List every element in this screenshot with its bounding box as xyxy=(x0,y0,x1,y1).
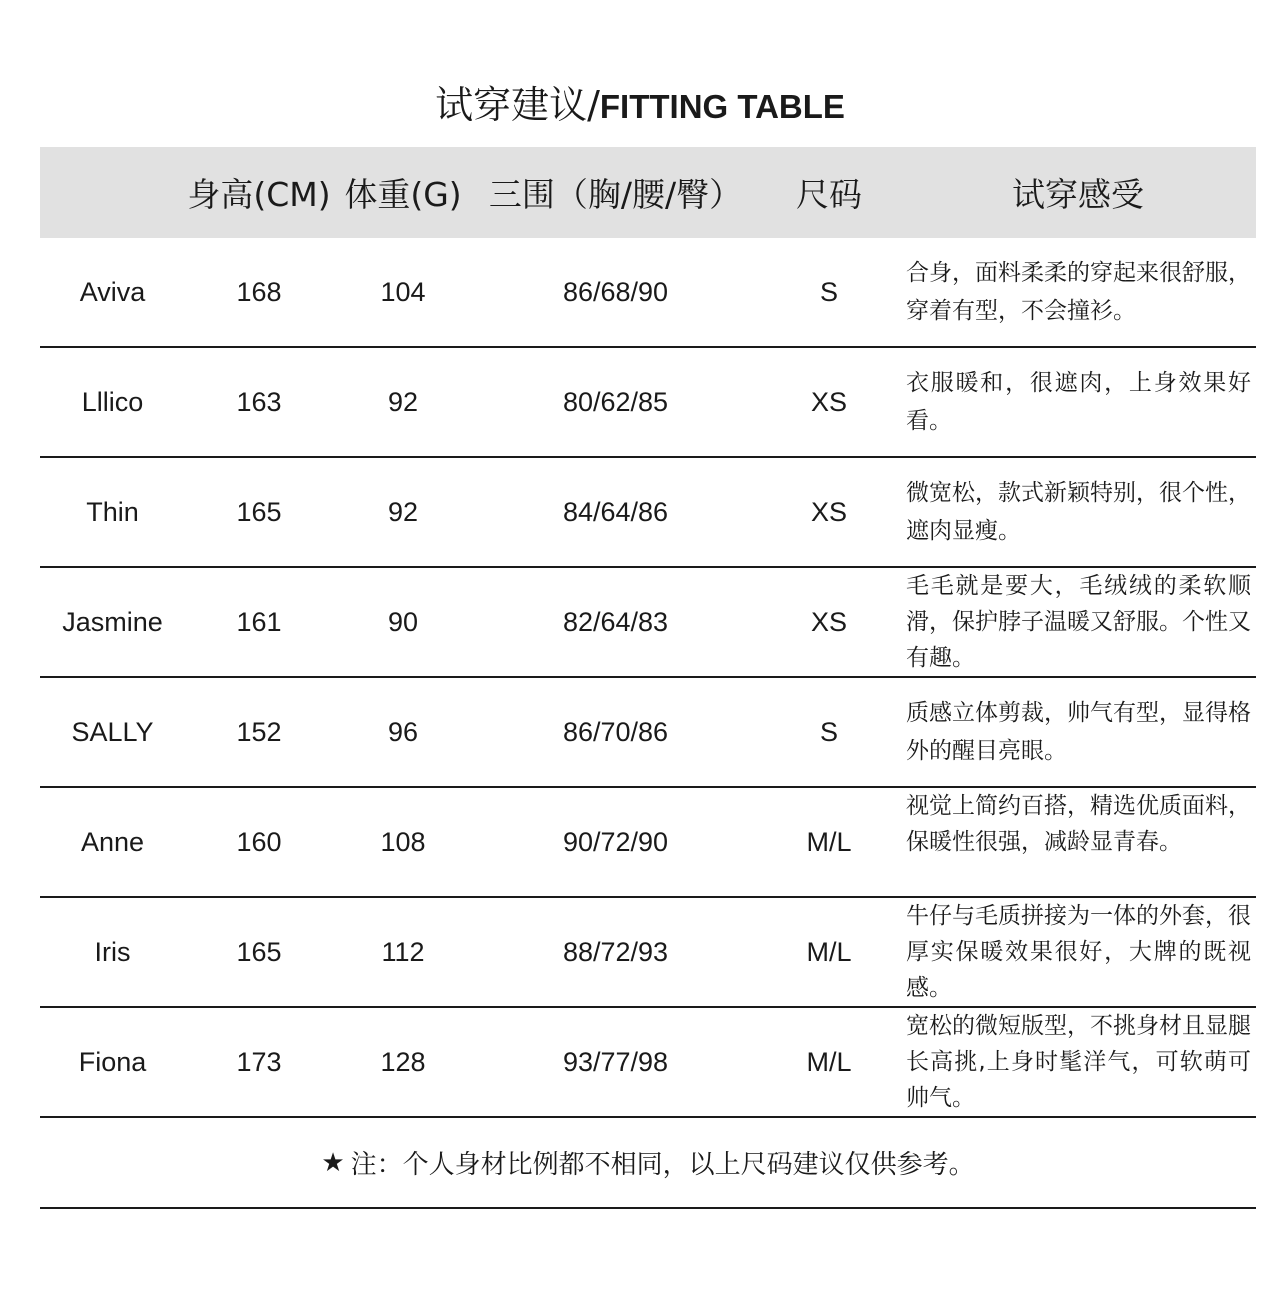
row-weight: 128 xyxy=(380,1046,426,1077)
header-weight: 体重(G) xyxy=(344,175,462,214)
row-weight: 96 xyxy=(387,716,419,747)
star-icon: ★ xyxy=(321,1147,345,1178)
table-row xyxy=(40,678,1256,788)
row-weight: 90 xyxy=(387,606,419,637)
row-name: SALLY xyxy=(71,716,154,747)
row-name: Anne xyxy=(80,826,145,857)
row-feeling xyxy=(906,898,1251,1006)
row-size: XS xyxy=(810,606,848,637)
table-row xyxy=(40,788,1256,898)
page-title xyxy=(0,78,1280,134)
row-measurements: 88/72/93 xyxy=(562,936,669,967)
row-feeling xyxy=(906,238,1251,346)
header-height: 身高(CM) xyxy=(187,175,331,214)
row-size: S xyxy=(819,276,838,307)
row-measurements: 86/70/86 xyxy=(562,716,669,747)
row-feeling xyxy=(906,568,1251,676)
row-weight: 108 xyxy=(380,826,426,857)
row-height: 168 xyxy=(236,276,282,307)
row-weight: 92 xyxy=(387,386,419,417)
row-name: Lllico xyxy=(81,386,144,417)
row-name: Fiona xyxy=(78,1046,147,1077)
row-height: 165 xyxy=(236,496,282,527)
row-size: M/L xyxy=(806,1046,852,1077)
row-measurements: 90/72/90 xyxy=(562,826,669,857)
row-measurements: 93/77/98 xyxy=(562,1046,669,1077)
row-feeling-text: 宽松的微短版型，不挑身材且显腿长高挑,上身时髦洋气，可软萌可帅气。 xyxy=(906,1013,1251,1111)
row-feeling xyxy=(906,458,1251,566)
table-row xyxy=(40,458,1256,568)
row-feeling-text: 质感立体剪裁，帅气有型，显得格外的醒目亮眼。 xyxy=(906,700,1251,764)
table-row xyxy=(40,348,1256,458)
row-feeling xyxy=(906,1008,1251,1116)
row-size: M/L xyxy=(806,826,852,857)
row-feeling-text: 衣服暖和，很遮肉，上身效果好看。 xyxy=(906,370,1251,434)
row-height: 173 xyxy=(236,1046,282,1077)
row-weight: 112 xyxy=(381,936,425,967)
footnote-text: 注：个人身材比例都不相同，以上尺码建议仅供参考。 xyxy=(350,1150,975,1180)
row-name: Jasmine xyxy=(62,606,163,637)
table-header xyxy=(40,147,1256,238)
row-name: Aviva xyxy=(79,276,146,307)
row-size: S xyxy=(819,716,838,747)
table-row xyxy=(40,568,1256,678)
row-size: M/L xyxy=(806,936,852,967)
row-name: Thin xyxy=(86,496,139,527)
table-row xyxy=(40,238,1256,348)
header-measurements: 三围（胸/腰/臀） xyxy=(488,175,743,214)
row-measurements: 84/64/86 xyxy=(562,496,669,527)
row-weight: 104 xyxy=(380,276,426,307)
row-size: XS xyxy=(810,496,848,527)
title-cn: 试穿建议/ xyxy=(435,83,600,127)
row-feeling xyxy=(906,678,1251,786)
row-feeling-text: 牛仔与毛质拼接为一体的外套，很厚实保暖效果很好，大牌的既视感。 xyxy=(906,903,1251,1001)
row-name: Iris xyxy=(94,936,131,967)
row-height: 160 xyxy=(236,826,282,857)
row-weight: 92 xyxy=(387,496,419,527)
row-height: 163 xyxy=(236,386,282,417)
row-size: XS xyxy=(810,386,848,417)
row-feeling-text: 毛毛就是要大，毛绒绒的柔软顺滑，保护脖子温暖又舒服。个性又有趣。 xyxy=(906,573,1251,671)
row-feeling-text: 合身，面料柔柔的穿起来很舒服，穿着有型，不会撞衫。 xyxy=(906,260,1251,324)
row-feeling xyxy=(906,788,1251,896)
header-size: 尺码 xyxy=(796,175,862,214)
header-feeling: 试穿感受 xyxy=(1012,175,1144,214)
row-feeling-text: 微宽松，款式新颖特别，很个性，遮肉显瘦。 xyxy=(906,480,1251,544)
row-feeling-text: 视觉上简约百搭，精选优质面料，保暖性很强，减龄显青春。 xyxy=(906,793,1251,855)
title-en: FITTING TABLE xyxy=(599,88,845,125)
footnote xyxy=(40,1118,1256,1209)
row-height: 161 xyxy=(236,606,282,637)
table-row xyxy=(40,1008,1256,1118)
fitting-table xyxy=(40,147,1256,1209)
row-height: 152 xyxy=(236,716,282,747)
table-row xyxy=(40,898,1256,1008)
header-name xyxy=(40,147,185,238)
row-feeling xyxy=(906,348,1251,456)
row-measurements: 80/62/85 xyxy=(562,386,669,417)
row-height: 165 xyxy=(236,936,282,967)
row-measurements: 86/68/90 xyxy=(562,276,669,307)
row-measurements: 82/64/83 xyxy=(562,606,669,637)
